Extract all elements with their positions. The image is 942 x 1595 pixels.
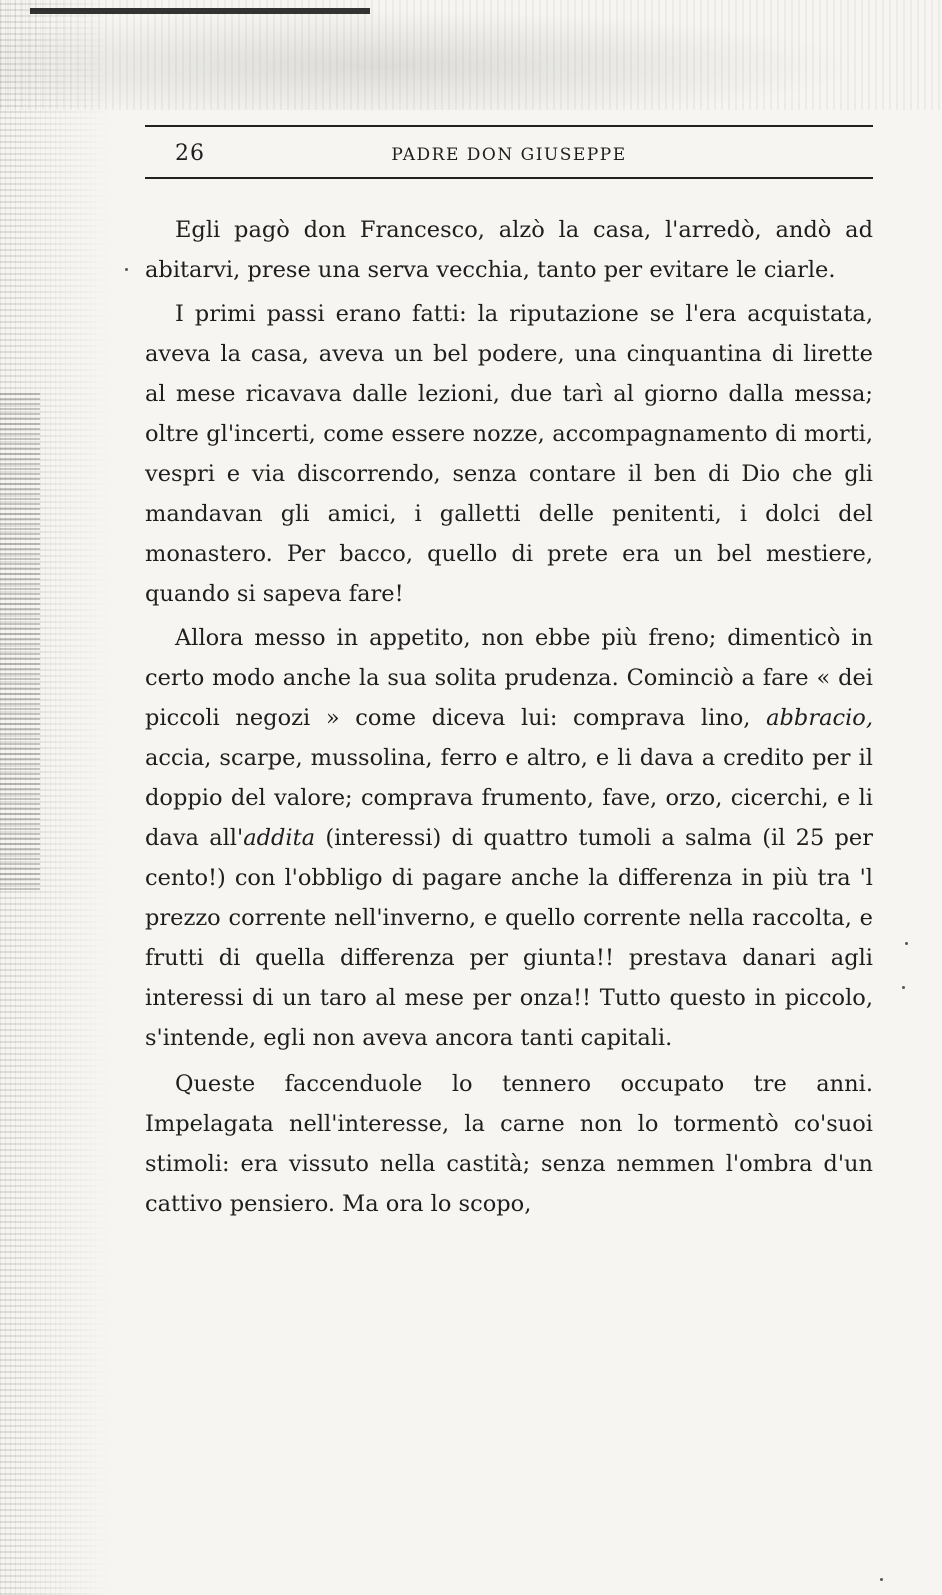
scan-speck xyxy=(902,986,905,989)
header-rule-bottom xyxy=(145,177,873,179)
scan-speck xyxy=(125,268,128,271)
paragraph-3-part-a: Allora messo in appetito, non ebbe più freno; dimenticò in certo modo anche la sua solita prudenza. Cominciò a fare « dei piccoli negozi » come diceva lui: comprava lino, xyxy=(145,625,873,731)
paragraph-1: Egli pagò don Francesco, alzò la casa, l'arredò, andò ad abitarvi, prese una serva vecchia, tanto per evitare le ciarle. xyxy=(145,217,873,283)
paragraph-4: Queste faccenduole lo tennero occupato tre anni. Impelagata nell'interesse, la carne non lo tormentò co'suoi stimoli: era vissuto nella castità; senza nemmen l'ombra d'un cattivo pensiero. Ma ora lo scopo, xyxy=(145,1071,873,1217)
scan-speck xyxy=(880,1578,883,1581)
paragraph-3-part-b: accia, scarpe, mussolina, ferro e altro, e li dava a credito per il doppio del valore; comprava frumento, fave, orzo, cicerchi, e li dava all' xyxy=(145,745,873,851)
paragraph-3-part-c: (interessi) di quattro tumoli a salma (il 25 per cento!) con l'obbligo di pagare anche la differenza in più tra 'l prezzo corrente nell'inverno, e quello corrente nella raccolta, e frutti di quella differenza per giunta!! prestava danari agli interessi di un taro al mese per onza!! Tutto questo in piccolo, s'intende, egli non aveva ancora tanti capitali. xyxy=(145,825,873,1051)
italic-term-addita: addita xyxy=(243,825,316,851)
body-text xyxy=(145,210,873,1228)
paragraph-2: I primi passi erano fatti: la riputazione se l'era acquistata, aveva la casa, aveva un bel podere, una cinquantina di lirette al mese ricavava dalle lezioni, due tarì al giorno dalla messa; oltre gl'incerti, come essere nozze, accompagnamento di morti, vespri e via discorrendo, senza contare il ben di Dio che gli mandavan gli amici, i galletti delle penitenti, i dolci del monastero. Per bacco, quello di prete era un bel mestiere, quando si sapeva fare! xyxy=(145,301,873,607)
paragraph-3 xyxy=(145,618,873,1058)
scan-speck xyxy=(905,942,908,945)
italic-term-abbracio: abbracio, xyxy=(766,705,873,731)
scan-noise-top xyxy=(0,0,942,110)
page-header xyxy=(145,127,873,177)
running-title: PADRE DON GIUSEPPE xyxy=(391,145,627,165)
scan-shadow-left xyxy=(0,390,40,890)
book-page xyxy=(145,125,873,1217)
page-number: 26 xyxy=(175,141,205,166)
